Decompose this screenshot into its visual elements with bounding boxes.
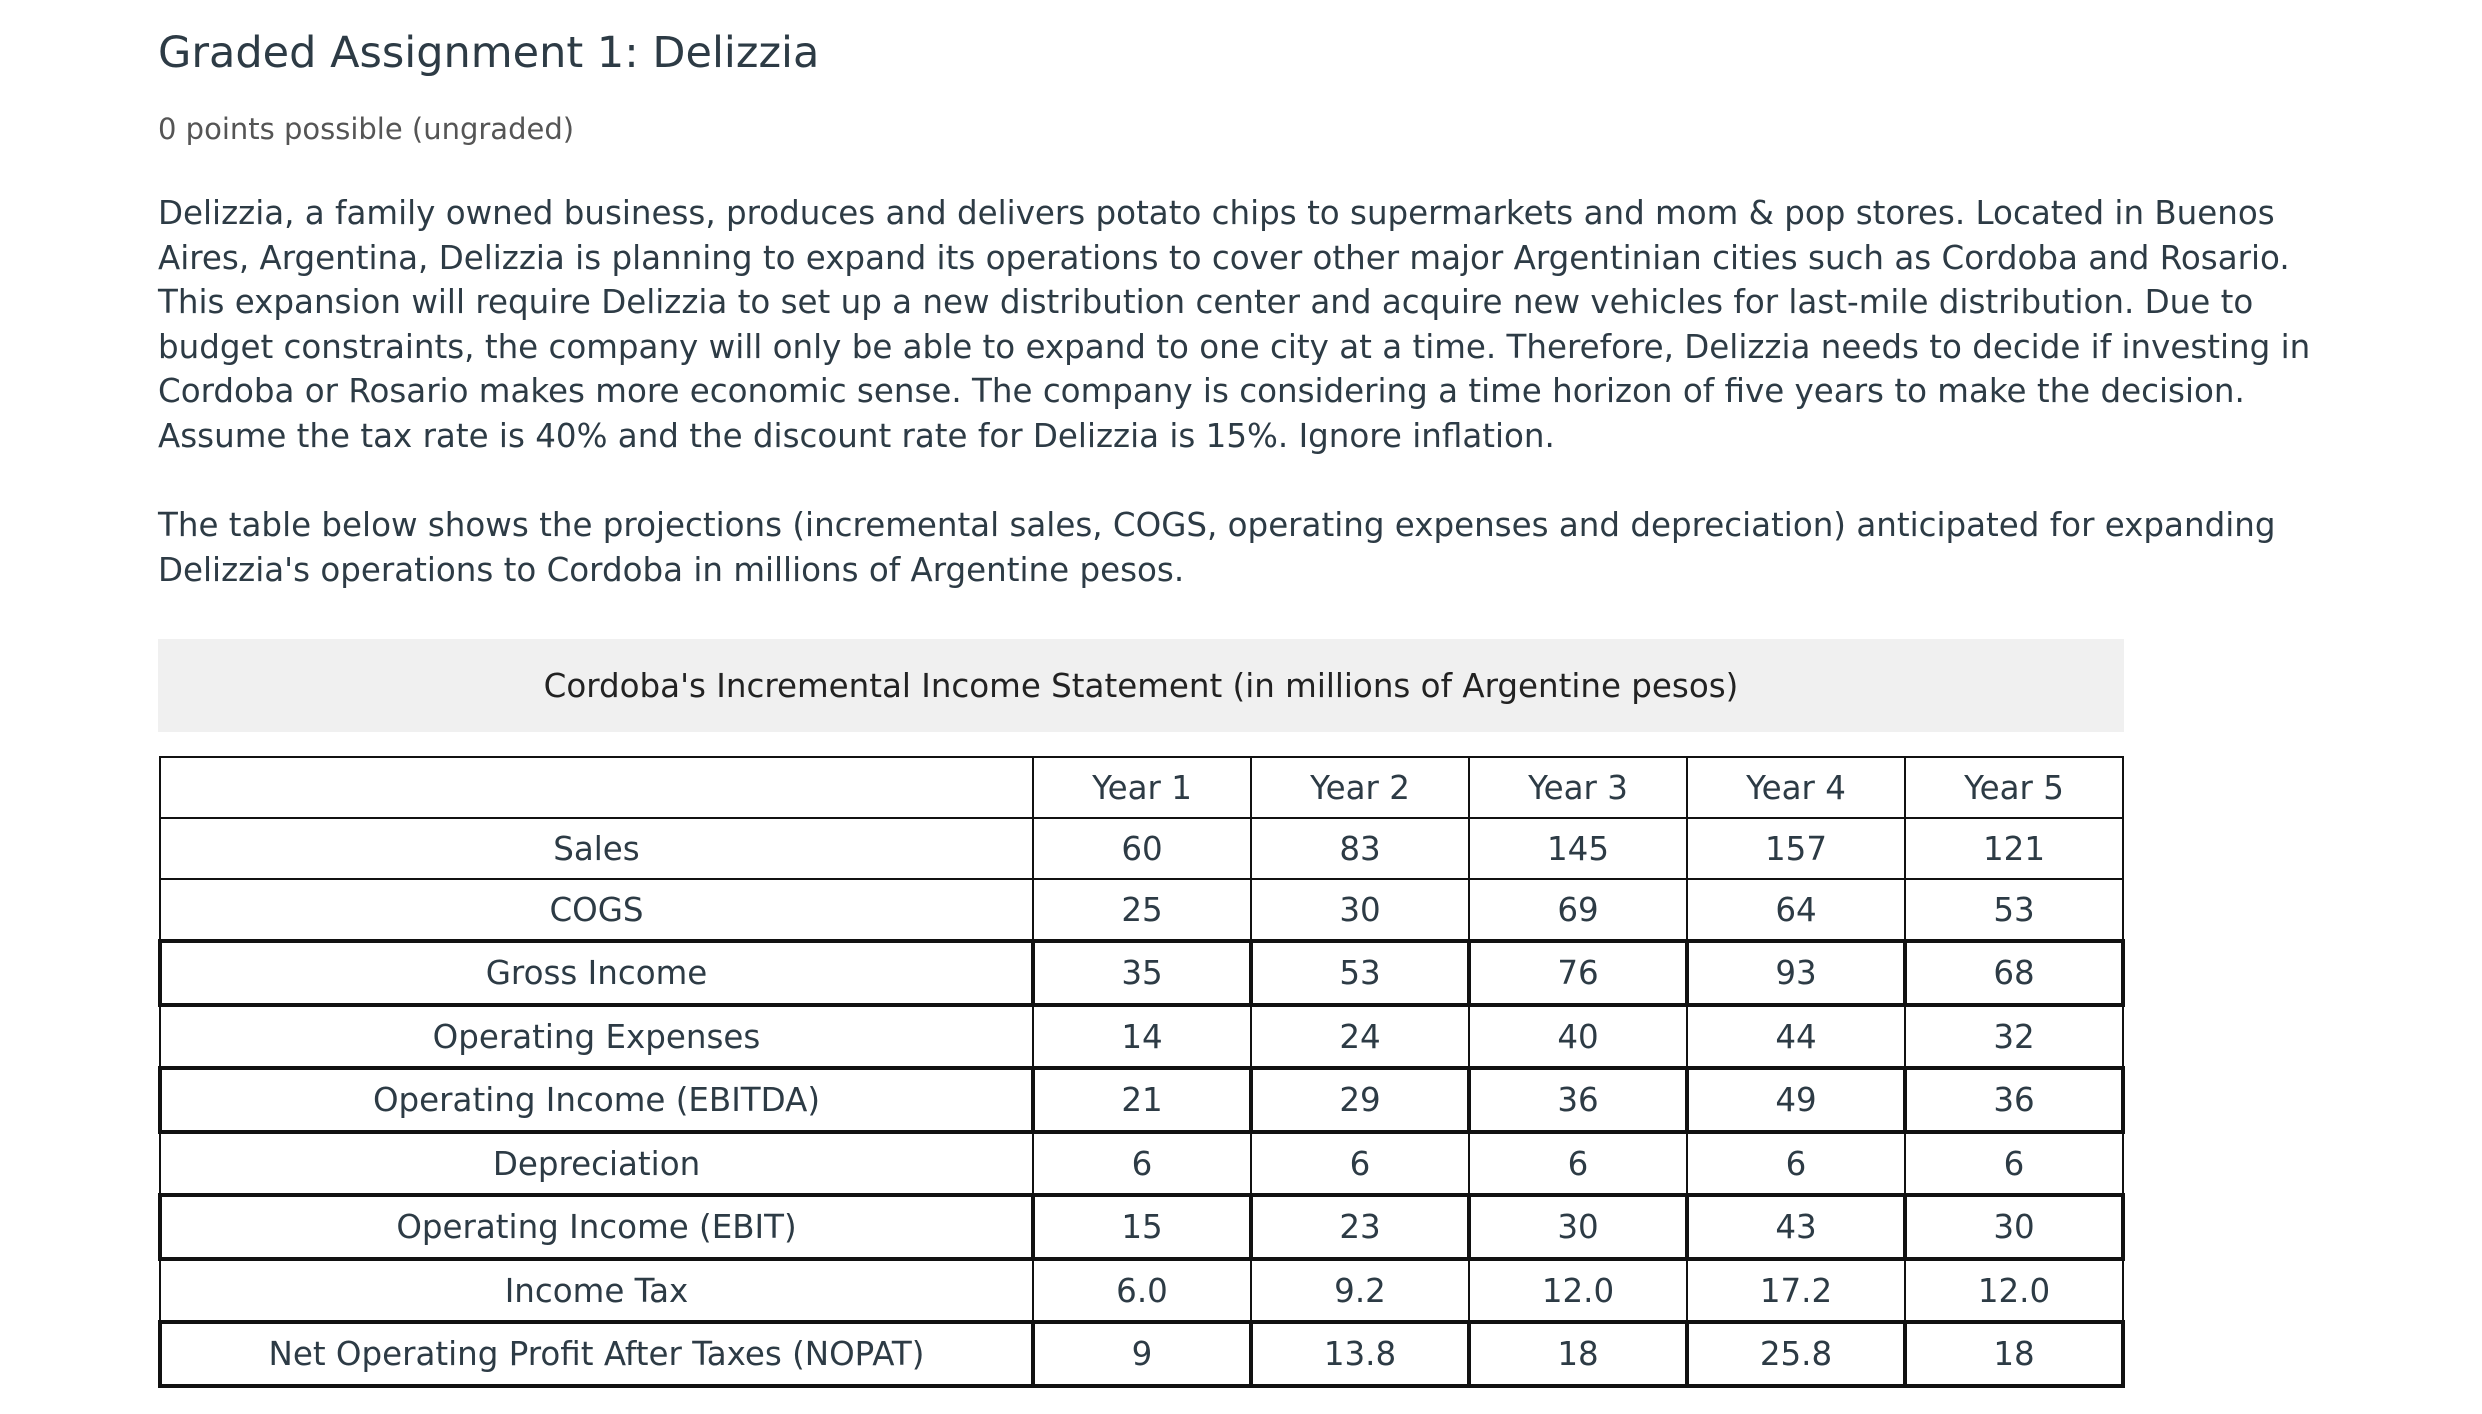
table-row xyxy=(160,1132,2123,1195)
table-cell: 17.2 xyxy=(1687,1259,1905,1322)
table-row xyxy=(160,1259,2123,1322)
header-cell: Year 4 xyxy=(1687,757,1905,818)
table-cell: 35 xyxy=(1033,941,1251,1005)
table-cell: 9.2 xyxy=(1251,1259,1469,1322)
table-cell: 44 xyxy=(1687,1005,1905,1068)
table-row xyxy=(160,818,2123,879)
table-cell: 83 xyxy=(1251,818,1469,879)
row-label: Gross Income xyxy=(160,941,1033,1005)
row-label: Operating Expenses xyxy=(160,1005,1033,1068)
row-label: Operating Income (EBIT) xyxy=(160,1195,1033,1259)
table-caption: Cordoba's Incremental Income Statement (in millions of Argentine pesos) xyxy=(158,639,2124,732)
table-cell: 13.8 xyxy=(1251,1322,1469,1386)
row-label: COGS xyxy=(160,879,1033,941)
table-cell: 64 xyxy=(1687,879,1905,941)
table-cell: 53 xyxy=(1905,879,2123,941)
table-cell: 53 xyxy=(1251,941,1469,1005)
table-cell: 30 xyxy=(1251,879,1469,941)
header-cell: Year 5 xyxy=(1905,757,2123,818)
table-cell: 24 xyxy=(1251,1005,1469,1068)
table-cell: 121 xyxy=(1905,818,2123,879)
header-cell: Year 3 xyxy=(1469,757,1687,818)
table-cell: 12.0 xyxy=(1469,1259,1687,1322)
table-cell: 29 xyxy=(1251,1068,1469,1132)
table-cell: 6 xyxy=(1251,1132,1469,1195)
table-cell: 157 xyxy=(1687,818,1905,879)
income-statement-table xyxy=(158,756,2125,1388)
table-cell: 18 xyxy=(1469,1322,1687,1386)
table-cell: 32 xyxy=(1905,1005,2123,1068)
table-cell: 60 xyxy=(1033,818,1251,879)
points-possible: 0 points possible (ungraded) xyxy=(158,112,575,146)
table-cell: 30 xyxy=(1469,1195,1687,1259)
row-label: Income Tax xyxy=(160,1259,1033,1322)
table-cell: 14 xyxy=(1033,1005,1251,1068)
table-cell: 6 xyxy=(1469,1132,1687,1195)
table-cell: 6 xyxy=(1687,1132,1905,1195)
table-cell: 6 xyxy=(1905,1132,2123,1195)
table-cell: 68 xyxy=(1905,941,2123,1005)
table-cell: 93 xyxy=(1687,941,1905,1005)
table-cell: 30 xyxy=(1905,1195,2123,1259)
table-cell: 6 xyxy=(1033,1132,1251,1195)
table-cell: 9 xyxy=(1033,1322,1251,1386)
header-cell: Year 1 xyxy=(1033,757,1251,818)
table-cell: 36 xyxy=(1905,1068,2123,1132)
intro-paragraph: Delizzia, a family owned business, produces and delivers potato chips to supermarkets and mom & pop stores. Located in Buenos Aires, Argentina, Delizzia is planning to expand its operations to cover other major Argentinian cities such as Cordoba and Rosario. This expansion will require Delizzia to set up a new distribution center and acquire new vehicles for last-mile distribution. Due to budget constraints, the company will only be able to expand to one city at a time. Therefore, Delizzia needs to decide if investing in Cordoba or Rosario makes more economic sense. The company is considering a time horizon of five years to make the decision. Assume the tax rate is 40% and the discount rate for Delizzia is 15%. Ignore inflation. xyxy=(158,194,2311,455)
row-label: Net Operating Profit After Taxes (NOPAT) xyxy=(160,1322,1033,1386)
page-title: Graded Assignment 1: Delizzia xyxy=(158,28,820,78)
table-cell: 23 xyxy=(1251,1195,1469,1259)
table-header-row xyxy=(160,757,2123,818)
table-cell: 49 xyxy=(1687,1068,1905,1132)
table-cell: 6.0 xyxy=(1033,1259,1251,1322)
table-cell: 145 xyxy=(1469,818,1687,879)
table-cell: 21 xyxy=(1033,1068,1251,1132)
table-row xyxy=(160,1195,2123,1259)
table-row xyxy=(160,1068,2123,1132)
table-cell: 15 xyxy=(1033,1195,1251,1259)
table-cell: 69 xyxy=(1469,879,1687,941)
row-label: Sales xyxy=(160,818,1033,879)
table-cell: 43 xyxy=(1687,1195,1905,1259)
table-cell: 36 xyxy=(1469,1068,1687,1132)
table-cell: 40 xyxy=(1469,1005,1687,1068)
row-label: Operating Income (EBITDA) xyxy=(160,1068,1033,1132)
table-row xyxy=(160,1005,2123,1068)
table-cell: 18 xyxy=(1905,1322,2123,1386)
table-cell: 76 xyxy=(1469,941,1687,1005)
table-cell: 25 xyxy=(1033,879,1251,941)
header-cell: Year 2 xyxy=(1251,757,1469,818)
table-cell: 25.8 xyxy=(1687,1322,1905,1386)
table-row xyxy=(160,941,2123,1005)
table-cell: 12.0 xyxy=(1905,1259,2123,1322)
table-intro-paragraph: The table below shows the projections (incremental sales, COGS, operating expenses and depreciation) anticipated for expanding Delizzia's operations to Cordoba in millions of Argentine pesos. xyxy=(158,506,2276,589)
header-cell xyxy=(160,757,1033,818)
table-row xyxy=(160,879,2123,941)
row-label: Depreciation xyxy=(160,1132,1033,1195)
table-row xyxy=(160,1322,2123,1386)
